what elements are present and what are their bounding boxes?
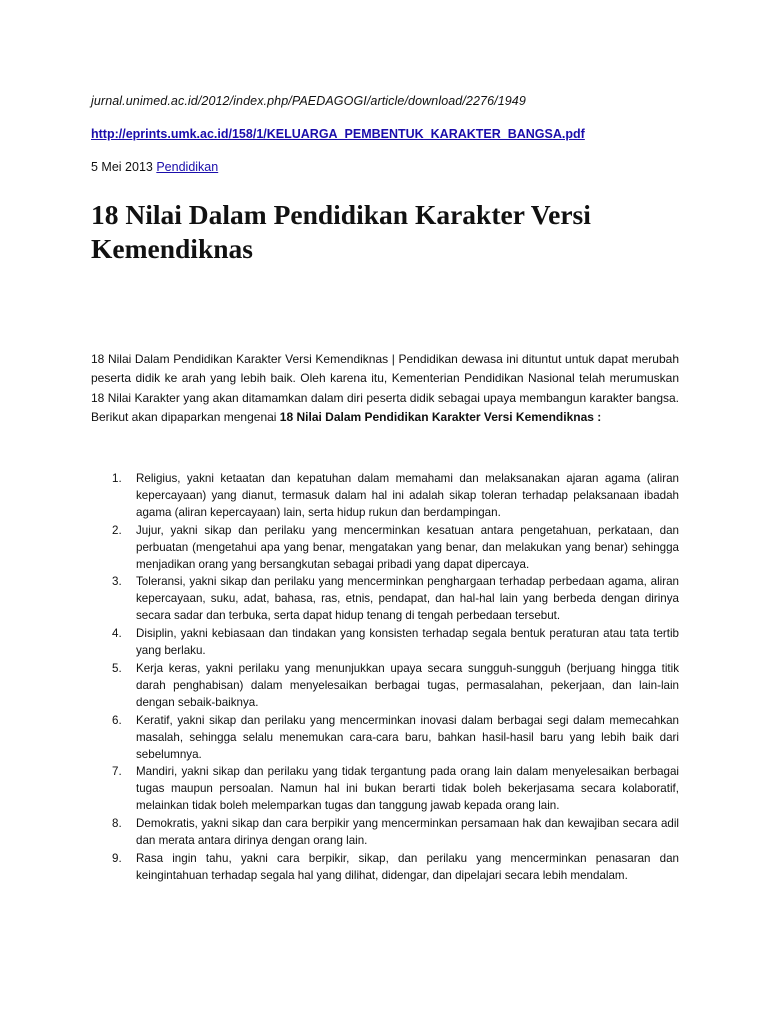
list-item-text: Demokratis, yakni sikap dan cara berpikir yang mencerminkan persamaan hak dan kewajiban secara adil dan merata antara dirinya dengan orang lain. <box>136 817 679 848</box>
list-item <box>91 816 679 850</box>
list-item-number: 8. <box>112 817 122 831</box>
list-item-text: Religius, yakni ketaatan dan kepatuhan dalam memahami dan melaksanakan ajaran agama (aliran kepercayaan) yang dianut, termasuk dalam hal ini adalah sikap toleran terhadap pelaksanaan ibadah agama (aliran kepercayaan) lain, serta hidup rukun dan berdampingan. <box>136 472 679 519</box>
list-item-number: 7. <box>112 765 122 779</box>
list-item-number: 2. <box>112 523 122 537</box>
list-item-text: Mandiri, yakni sikap dan perilaku yang tidak tergantung pada orang lain dalam menyelesaikan berbagai tugas maupun persoalan. Namun hal ini bukan berarti tidak boleh bekerjasama secara kolaboratif, melainkan tidak boleh melemparkan tugas dan tanggung jawab kepada orang lain. <box>136 765 679 813</box>
list-item-number: 1. <box>112 472 122 485</box>
intro-paragraph <box>91 350 679 428</box>
list-item <box>91 764 679 815</box>
list-item <box>91 471 679 522</box>
source-reference-link[interactable]: http://eprints.umk.ac.id/158/1/KELUARGA_PEMBENTUK_KARAKTER_BANGSA.pdf <box>91 127 585 141</box>
list-item <box>91 713 679 764</box>
list-item <box>91 574 679 625</box>
post-meta <box>91 160 218 174</box>
list-item-number: 9. <box>112 851 122 865</box>
list-item-text: Jujur, yakni sikap dan perilaku yang mencerminkan kesatuan antara pengetahuan, perkataan, dan perbuatan (mengetahui apa yang benar, mengatakan yang benar, dan melakukan yang benar) sehingga menjadikan orang yang bersangkutan sebagai pribadi yang dapat dipercaya. <box>136 523 679 571</box>
list-item <box>91 851 679 885</box>
list-item-number: 3. <box>112 575 122 589</box>
list-item-text: Toleransi, yakni sikap dan perilaku yang mencerminkan penghargaan terhadap perbedaan agama, aliran kepercayaan, suku, adat, bahasa, ras, etnis, pendapat, dan hal-hal lain yang berbeda dengan dirinya secara sadar dan terbuka, serta dapat hidup tenang di tengah perbedaan tersebut. <box>136 575 679 623</box>
list-item-text: Disiplin, yakni kebiasaan dan tindakan yang konsisten terhadap segala bentuk peraturan atau tata tertib yang berlaku. <box>136 627 679 658</box>
intro-lead-text: 18 Nilai Dalam Pendidikan Karakter Versi Kemendiknas | Pendidikan dewasa ini dituntut untuk dapat merubah peserta didik ke arah yang lebih baik. Oleh karena itu, Kementerian Pendidikan Nasional telah merumuskan 18 Nilai Karakter yang akan ditamamkan dalam diri peserta didik sebagai upaya membangun karakter bangsa. Berikut akan dipaparkan mengenai <box>91 352 679 425</box>
intro-bold-text: 18 Nilai Dalam Pendidikan Karakter Versi Kemendiknas : <box>279 410 602 425</box>
list-item-text: Kerja keras, yakni perilaku yang menunjukkan upaya secara sungguh-sungguh (berjuang hingga titik darah penghabisan) dalam menyelesaikan berbagai tugas, permasalahan, pekerjaan, dan lain-lain dengan sebaik-baiknya. <box>136 661 679 709</box>
source-reference-italic: jurnal.unimed.ac.id/2012/index.php/PAEDAGOGI/article/download/2276/1949 <box>91 94 526 108</box>
list-item-number: 6. <box>112 713 122 727</box>
page-title: 18 Nilai Dalam Pendidikan Karakter Versi Kemendiknas <box>91 199 591 264</box>
category-link[interactable]: Pendidikan <box>156 160 219 174</box>
list-item-number: 5. <box>112 661 122 675</box>
list-item <box>91 523 679 574</box>
list-item-number: 4. <box>112 627 122 641</box>
list-item-text: Keratif, yakni sikap dan perilaku yang mencerminkan inovasi dalam berbagai segi dalam memecahkan masalah, sehingga selalu menemukan cara-cara baru, bahkan hasil-hasil baru yang lebih baik dari sebelumnya. <box>136 713 679 761</box>
list-item-text: Rasa ingin tahu, yakni cara berpikir, sikap, dan perilaku yang mencerminkan penasaran dan keingintahuan terhadap segala hal yang dilihat, didengar, dan dipelajari secara lebih mendalam. <box>136 851 679 882</box>
character-values-list <box>91 471 679 886</box>
list-item <box>91 661 679 712</box>
post-date: 5 Mei 2013 <box>91 160 153 174</box>
list-item <box>91 626 679 660</box>
